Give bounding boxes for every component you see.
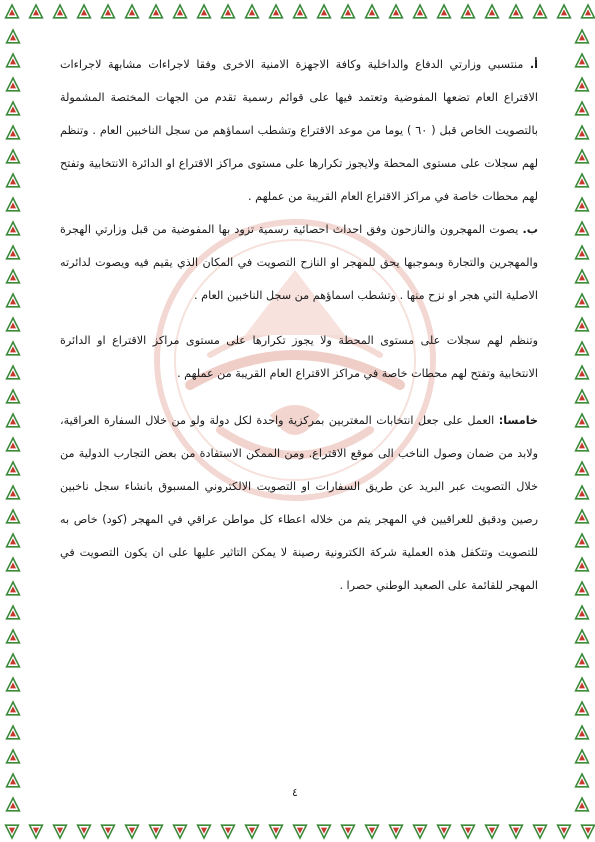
paragraph-a-text: منتسبي وزارتي الدفاع والداخلية وكافة الاجهزة الامنية الاخرى وفقا لاجراءات مشابهة لاجراءات الاقتراع العام تضعها المفوضية وتعتمد فيها على قوائم رسمية تقدم من الجهات المختصة المشمولة بالتصويت الخاص قبل ( ٦٠ ) يوما من موعد الاقتراع وتشطب اسماؤهم من سجل الناخبين العام . وتنظم لهم سجلات على مستوى المحطة ولايجوز تكرارها على مستوى مراكز الاقتراع او الدائرة الانتخابية وتفتح لهم محطات خاصة في مراكز الاقتراع العام القريبة من عملهم . [60, 58, 538, 203]
paragraph-fifth-label: خامسا: [498, 414, 538, 427]
ornamental-border-bottom-icon [0, 818, 595, 842]
paragraph-b-label: ب. [522, 223, 538, 236]
paragraph-c-text: وتنظم لهم سجلات على مستوى المحطة ولا يجوز تكرارها على مستوى مراكز الاقتراع او الدائرة الانتخابية وتفتح لهم محطات خاصة في مراكز الاقتراع العام القريبة من عملهم . [60, 334, 538, 380]
ornamental-border-left-icon [0, 24, 26, 820]
paragraph-c [60, 324, 538, 390]
ornamental-border-top-icon [0, 0, 595, 26]
ornamental-border-right-icon [569, 24, 595, 820]
page-number: ٤ [292, 786, 298, 799]
paragraph-a-label: أ. [529, 58, 538, 71]
paragraph-fifth [60, 404, 538, 602]
paragraph-b-text: يصوت المهجرون والنازحون وفق احداث احصائية رسمية تزود بها المفوضية من قبل وزارتي الهجرة والمهجرين والتجارة وبموجبها يحق للمهجر او النازح التصويت في المكان الذي يقيم فيه ويصوت لدائرته الاصلية التي هجر او نزح منها . وتشطب اسماؤهم من سجل الناخبين العام . [60, 223, 538, 302]
document-body [60, 48, 538, 602]
paragraph-a [60, 48, 538, 213]
paragraph-b [60, 213, 538, 312]
paragraph-fifth-text: العمل على جعل انتخابات المغتربين بمركزية واحدة لكل دولة ولو من خلال السفارة العراقية، ولابد من ضمان وصول الناخب الى موقع الاقتراع. ومن الممكن الاستفادة من بعض التجارب الدولية من خلال التصويت عبر البريد عن طريق السفارات او التصويت الالكتروني المسبوق بانشاء سجل ناخبين رصين ودقيق للعراقيين في المهجر يتم من خلاله اعطاء كل مواطن عراقي في المهجر (كود) خاص به للتصويت وتتكفل هذه العملية شركة الكترونية رصينة لا يمكن التاثير عليها على ان يكون التصويت في المهجر للقائمة على الصعيد الوطني حصرا . [60, 414, 538, 592]
